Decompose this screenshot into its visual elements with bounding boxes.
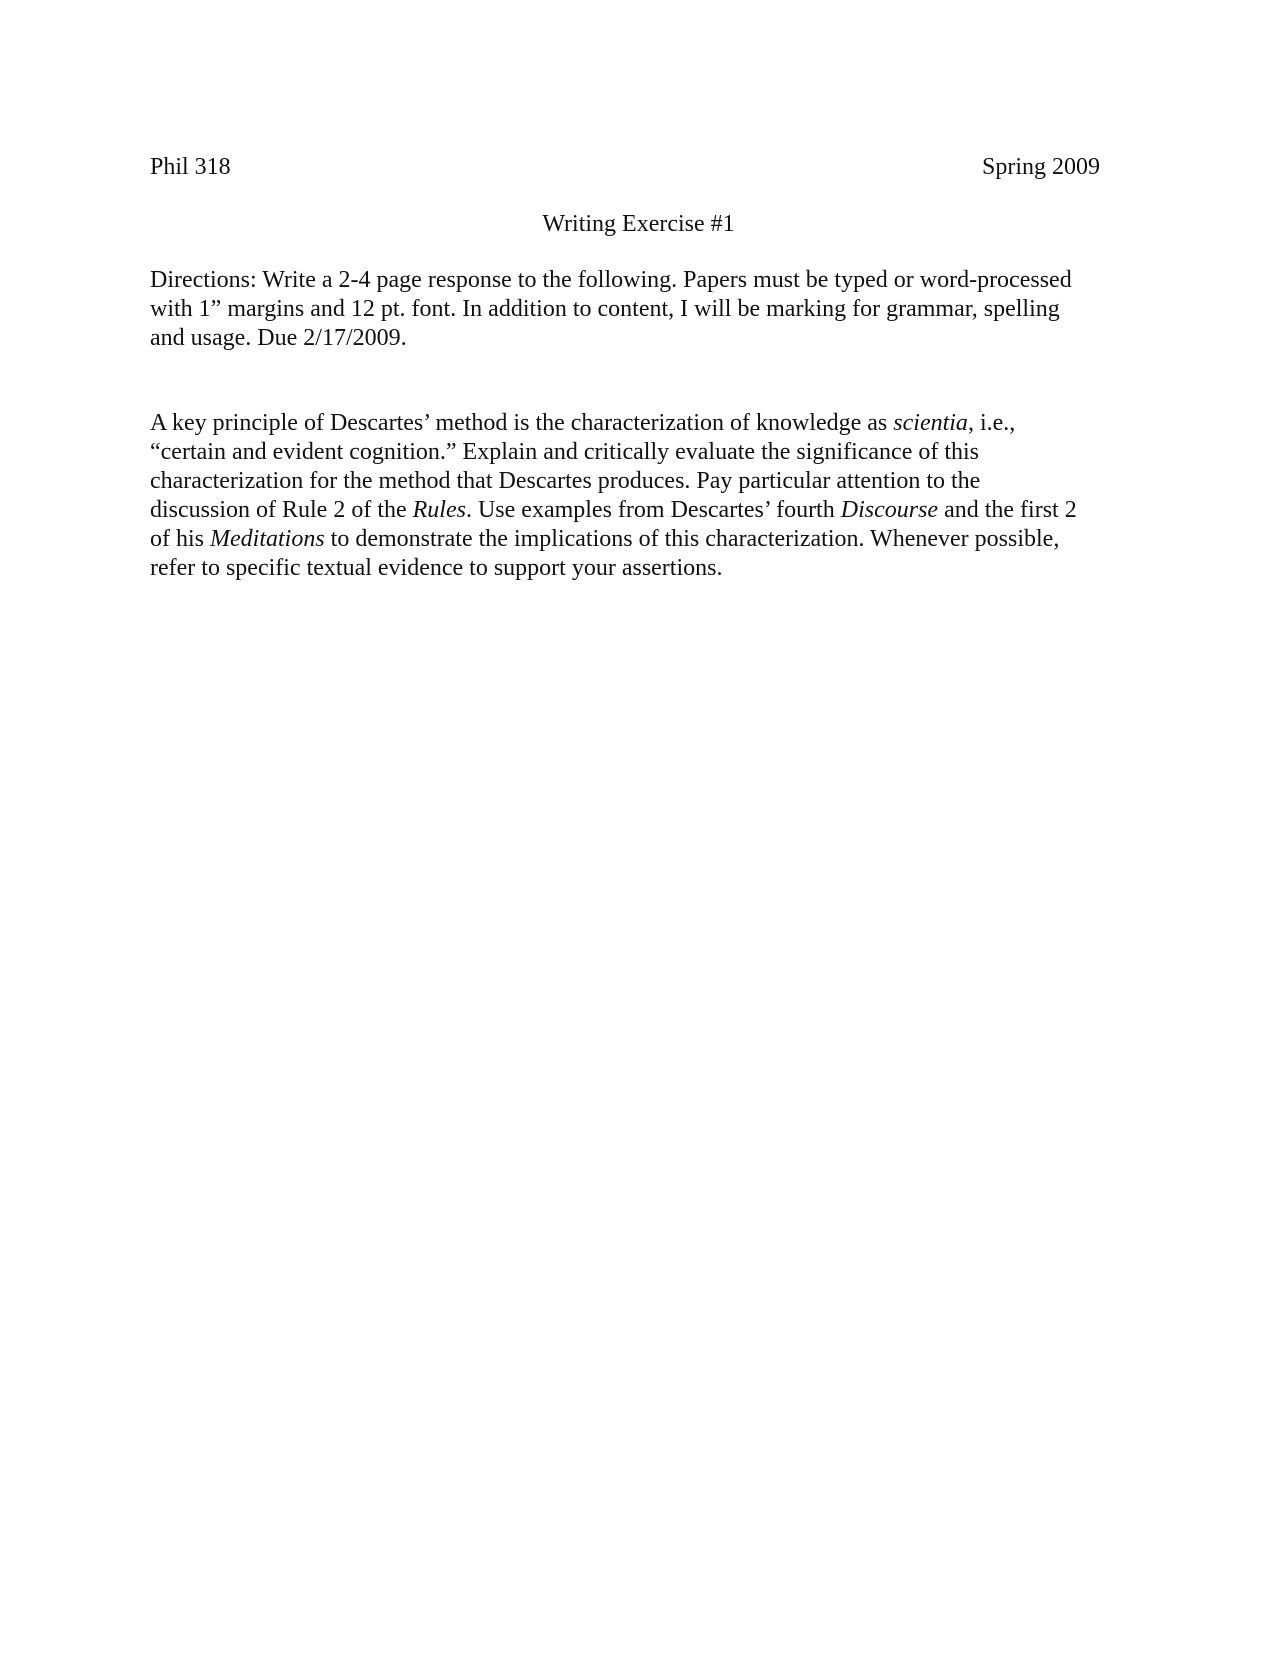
prompt-text: , i.e., xyxy=(967,410,1016,436)
prompt-italic-title: Rules xyxy=(412,497,466,523)
prompt-italic-title: Discourse xyxy=(840,497,939,523)
prompt-line xyxy=(150,496,1150,525)
directions-line: Directions: Write a 2-4 page response to the following. Papers must be typed or word-processed xyxy=(150,267,1072,293)
prompt-italic-title: Meditations xyxy=(210,526,325,552)
prompt-italic-term: scientia xyxy=(893,410,968,436)
prompt-line xyxy=(150,409,1150,438)
prompt-line: characterization for the method that Descartes produces. Pay particular attention to the xyxy=(150,468,981,494)
prompt-text: to demonstrate the implications of this characterization. Whenever possible, xyxy=(324,526,1060,552)
directions-line: with 1” margins and 12 pt. font. In addition to content, I will be marking for grammar, spelling xyxy=(150,296,1060,322)
directions-paragraph xyxy=(150,266,1150,353)
prompt-line xyxy=(150,525,1150,554)
prompt-text: . Use examples from Descartes’ fourth xyxy=(465,497,841,523)
prompt-text: of his xyxy=(150,526,210,552)
prompt-line: “certain and evident cognition.” Explain and critically evaluate the significance of this xyxy=(150,439,980,465)
prompt-text: discussion of Rule 2 of the xyxy=(150,497,413,523)
term-label: Spring 2009 xyxy=(981,154,1100,180)
prompt-text: and the first 2 xyxy=(938,497,1077,523)
exercise-title: Writing Exercise #1 xyxy=(542,211,735,237)
directions-line: and usage. Due 2/17/2009. xyxy=(150,325,407,351)
course-code: Phil 318 xyxy=(150,154,231,180)
prompt-paragraph xyxy=(150,409,1150,583)
prompt-line: refer to specific textual evidence to support your assertions. xyxy=(150,555,723,581)
prompt-text: A key principle of Descartes’ method is the characterization of knowledge as xyxy=(150,410,894,436)
header-row xyxy=(150,151,1100,183)
